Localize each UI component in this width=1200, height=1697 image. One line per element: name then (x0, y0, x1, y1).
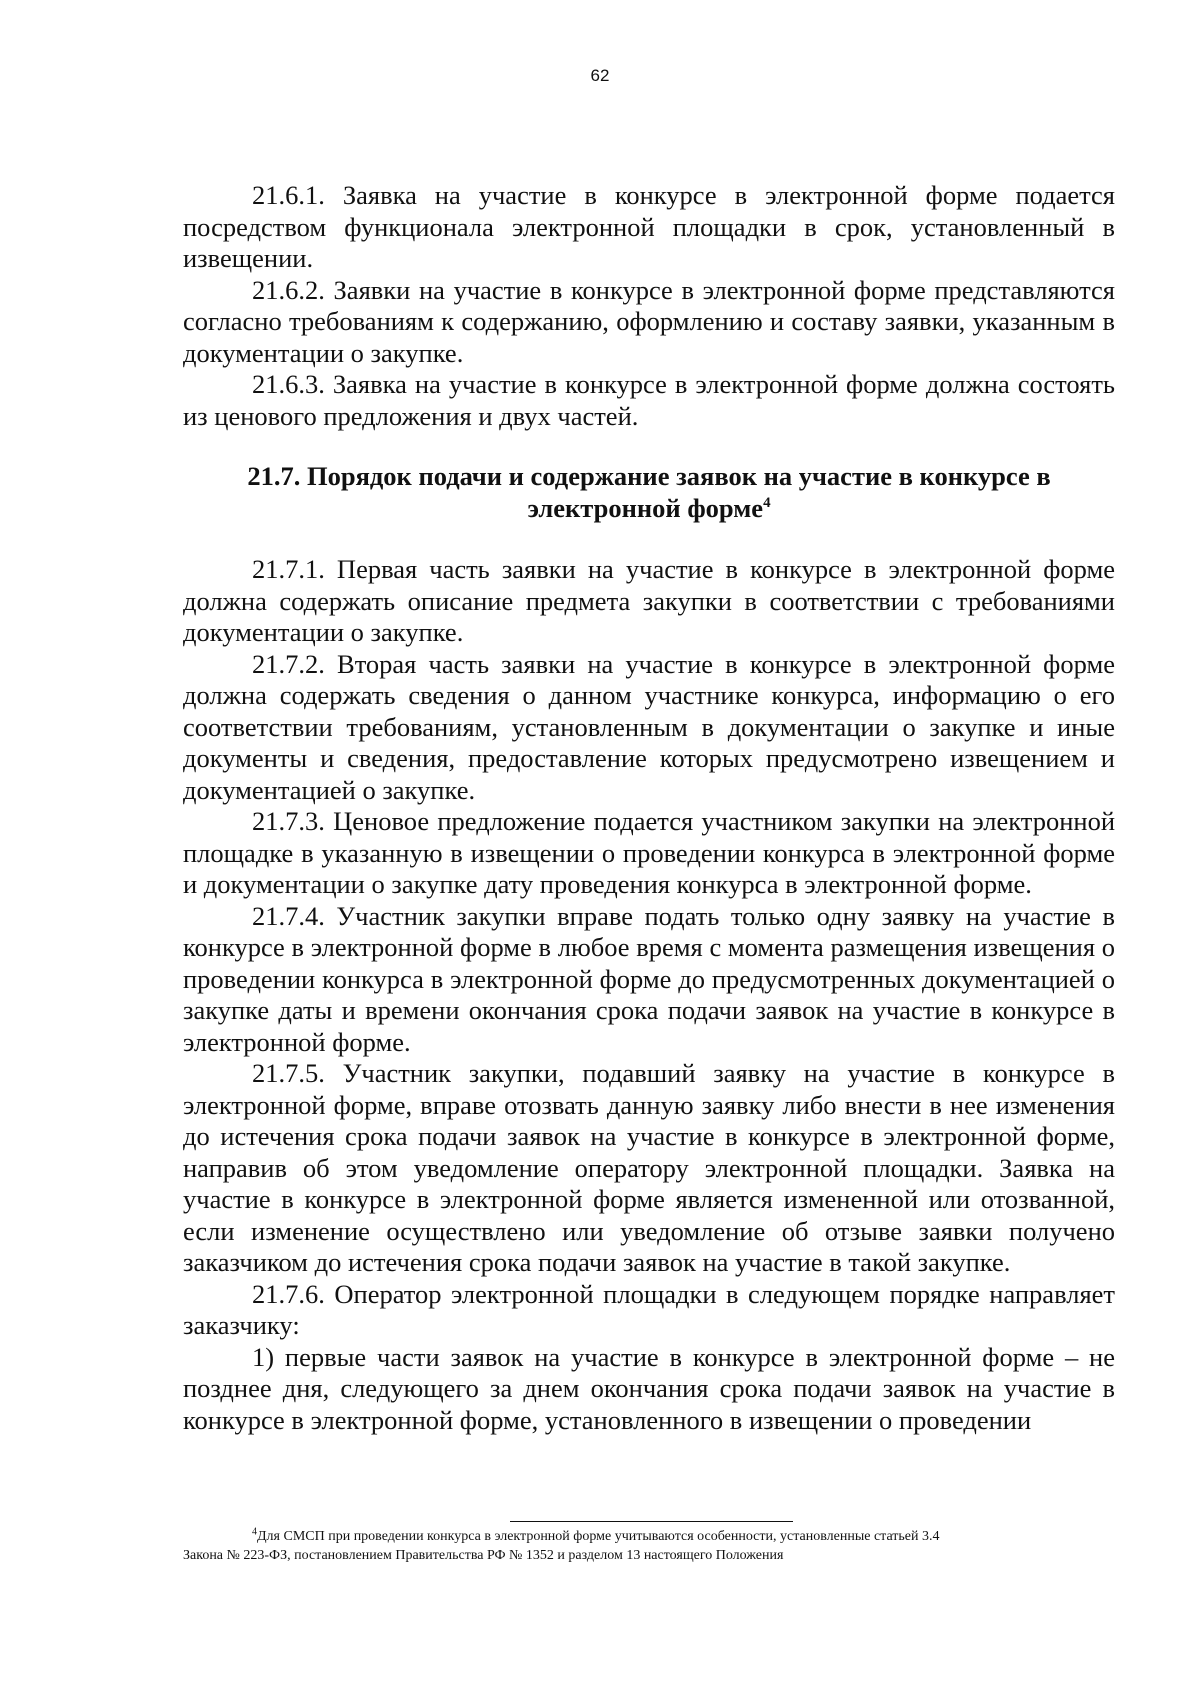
footnote-divider (510, 1521, 793, 1522)
paragraph-21-6-1: 21.6.1. Заявка на участие в конкурсе в электронной форме подается посредством функционала электронной площадки в срок, установленный в извещении. (183, 180, 1115, 273)
paragraph-21-7-1: 21.7.1. Первая часть заявки на участие в конкурсе в электронной форме должна содержать описание предмета закупки в соответствии с требованиями документации о закупке. (183, 554, 1115, 647)
section-heading-line-2-text: электронной форме (527, 492, 764, 523)
footnote-line-2: Закона № 223-ФЗ, постановлением Правительства РФ № 1352 и разделом 13 настоящего Положения (183, 1548, 784, 1563)
section-heading-line-1: 21.7. Порядок подачи и содержание заявок на участие в конкурсе в (247, 461, 1051, 491)
section-heading-line-2 (183, 493, 1115, 525)
document-body (183, 180, 1115, 1436)
footnote-marker: 4 (252, 1526, 257, 1538)
footnote-reference: 4 (763, 494, 771, 511)
section-heading-21-7 (183, 461, 1115, 524)
page-number: 62 (590, 66, 610, 85)
paragraph-21-7-2: 21.7.2. Вторая часть заявки на участие в конкурсе в электронной форме должна содержать сведения о данном участнике конкурса, информацию о его соответствии требованиям, установленным в документации о закупке и иные документы и сведения, предоставление которых предусмотрено извещением и документацией о закупке. (183, 648, 1115, 805)
list-item-1: 1) первые части заявок на участие в конкурсе в электронной форме – не позднее дня, следующего за днем окончания срока подачи заявок на участие в конкурсе в электронной форме, установленного в извещении о проведении (183, 1341, 1115, 1435)
paragraph-21-7-6: 21.7.6. Оператор электронной площадки в следующем порядке направляет заказчику: (183, 1278, 1115, 1340)
footnote-text-1: Для СМСП при проведении конкурса в электронной форме учитываются особенности, установленные статьей 3.4 (257, 1529, 940, 1544)
paragraph-21-7-3: 21.7.3. Ценовое предложение подается участником закупки на электронной площадке в указанную в извещении о проведении конкурса в электронной форме и документации о закупке дату проведения конкурса в электронной форме. (183, 806, 1115, 899)
paragraph-21-7-5: 21.7.5. Участник закупки, подавший заявку на участие в конкурсе в электронной форме, вправе отозвать данную заявку либо внести в нее изменения до истечения срока подачи заявок на участие в конкурсе в электронной форме, направив об этом уведомление оператору электронной площадки. Заявка на участие в конкурсе в электронной форме является измененной или отозванной, если изменение осуществлено или уведомление об отзыве заявки получено заказчиком до истечения срока подачи заявок на участие в такой закупке. (183, 1058, 1115, 1277)
footnote-line-1 (183, 1527, 1115, 1546)
paragraph-21-7-4: 21.7.4. Участник закупки вправе подать только одну заявку на участие в конкурсе в электронной форме в любое время с момента размещения извещения о проведении конкурса в электронной форме до предусмотренных документацией о закупке даты и времени окончания срока подачи заявок на участие в конкурсе в электронной форме. (183, 900, 1115, 1057)
footnote (183, 1527, 1115, 1565)
paragraph-21-6-3: 21.6.3. Заявка на участие в конкурсе в электронной форме должна состоять из ценового предложения и двух частей. (183, 369, 1115, 431)
paragraph-21-6-2: 21.6.2. Заявки на участие в конкурсе в электронной форме представляются согласно требованиям к содержанию, оформлению и составу заявки, указанным в документации о закупке. (183, 274, 1115, 368)
